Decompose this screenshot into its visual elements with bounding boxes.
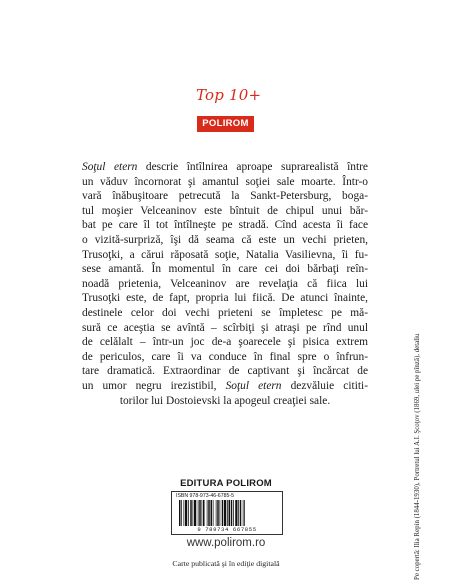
barcode-number: 9 789734 667855 [197,526,257,533]
publisher-name: EDITURA POLIROM [180,478,272,489]
blurb-text-run: sese amantă. În momentul în care cei doi bărbaţi reîn- [82,263,368,276]
publisher-website-link[interactable]: www.polirom.ro [186,537,266,549]
blurb-line [82,394,368,409]
isbn-label: ISBN 978-973-46-6785-5 [176,493,234,499]
blurb-text-run: un umor negru irezistibil, [82,379,226,392]
blurb-line [82,204,368,219]
blurb-text-run: un văduv încornorat şi amantul soţiei sale moarte. Într-o [82,175,368,188]
blurb-text [82,160,368,408]
blurb-text-run: descrie întîlnirea aproape suprarealistă între [137,161,368,173]
blurb-text-run: sură ce aceştia se avîntă – scîrbiţi şi atraşi pe rînd unul [82,321,368,334]
blurb-line [82,379,368,394]
book-title-italic: Soţul etern [225,379,282,392]
barcode-icon [178,500,276,526]
blurb-text-run: Trusoţki este, de fapt, propria lui fiică. De atunci înainte, [82,292,368,305]
blurb-line [82,175,368,190]
isbn-barcode-block [171,491,283,535]
blurb-text-run: destinele celor doi vechi prieteni se împletesc pe mă- [82,306,368,319]
blurb-line [82,364,368,379]
digital-edition-note: Carte publicată şi în ediţie digitală [172,559,280,568]
blurb-text-run: tul moşier Velceaninov este bîntuit de chipul unui băr- [82,204,368,217]
cover-credit: Pe copertă: Ilia Repin (1844-1930), Portretul lui A.I. Şcoţov (1869, ulei pe pînză), detaliu [414,333,421,580]
blurb-text-run: de celălalt – într-un joc de-a şoarecele şi pisica extrem [82,336,368,349]
blurb-text-run: Trusoţki, a cărui răposată soţie, Natalia Vasilievna, îi fu- [82,248,368,261]
blurb-line [82,218,368,233]
blurb-line [82,291,368,306]
blurb-line [82,248,368,263]
blurb-line [82,335,368,350]
blurb-text-run: de periculos, care îi va conduce în final spre o înfrun- [82,350,368,363]
book-title-italic: Soţul etern [82,161,138,173]
blurb-line [82,306,368,321]
blurb-line [82,160,368,175]
blurb-text-run: noadă prietenia, Velceaninov are revelaţia că fiica lui [82,277,368,290]
blurb-text-run: dezvăluie cititi- [281,379,368,392]
polirom-badge: POLIROM [197,116,254,132]
blurb-line [82,233,368,248]
blurb-line [82,350,368,365]
series-logo: Top 10+ [196,86,262,104]
blurb-line [82,277,368,292]
blurb-line [82,262,368,277]
blurb-text-run: o vizită-surpriză, îşi dă seama că este un vechi prieten, [82,233,368,246]
blurb-text-run: bat pe care îl tot întîlneşte pe stradă. Cînd acesta îi face [82,219,368,232]
blurb-text-run: tare dramatică. Extraordinar de captivant şi încărcat de [82,365,368,378]
blurb-text-run: torilor lui Dostoievski la apogeul creaţiei sale. [119,394,331,407]
blurb-line [82,321,368,336]
blurb-text-run: vară înăbuşitoare petrecută la Sankt-Petersburg, boga- [82,190,368,203]
blurb-line [82,189,368,204]
